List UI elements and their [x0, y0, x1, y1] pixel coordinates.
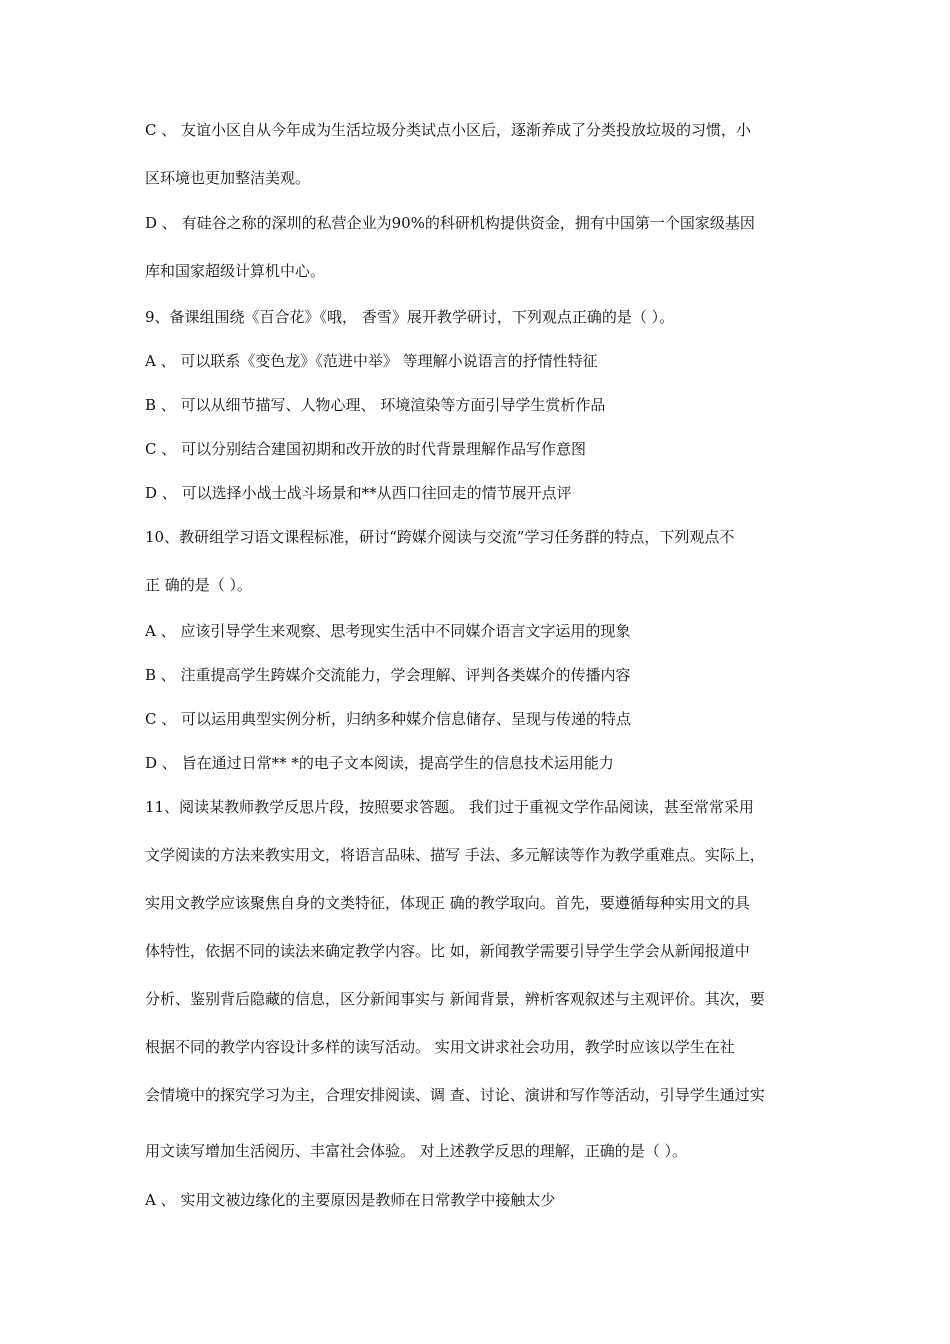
option-c-line-2: 区环境也更加整洁美观。: [145, 169, 311, 187]
option-c-line-1: C 、 友谊小区自从今年成为生活垃圾分类试点小区后，逐渐养成了分类投放垃圾的习惯，小: [145, 121, 752, 139]
question-10-line-2: 正 确的是（ ）。: [145, 576, 253, 594]
question-9: 9、备课组围绕《百合花》《哦， 香雪》展开教学研讨，下列观点正确的是（ ）。: [145, 308, 675, 326]
question-11-line-8: 用文读写增加生活阅历、丰富社会体验。 对上述教学反思的理解，正确的是（ ）。: [145, 1142, 688, 1160]
question-10-line-1: 10、教研组学习语文课程标准，研讨“跨媒介阅读与交流”学习任务群的特点，下列观点不: [145, 528, 735, 546]
question-10-option-a: A 、 应该引导学生来观察、思考现实生活中不同媒介语言文字运用的现象: [145, 622, 631, 640]
question-11-option-a: A 、 实用文被边缘化的主要原因是教师在日常教学中接触太少: [145, 1191, 556, 1209]
question-11-line-5: 分析、鉴别背后隐藏的信息，区分新闻事实与 新闻背景，辨析客观叙述与主观评价。其次，要: [145, 990, 765, 1008]
question-10-option-b: B 、 注重提高学生跨媒介交流能力，学会理解、评判各类媒介的传播内容: [145, 666, 631, 684]
question-9-option-c: C 、 可以分别结合建国初期和改开放的时代背景理解作品写作意图: [145, 440, 587, 458]
question-9-option-b: B 、 可以从细节描写、人物心理、 环境渲染等方面引导学生赏析作品: [145, 396, 606, 414]
option-d-line-1: D 、 有硅谷之称的深圳的私营企业为90%的科研机构提供资金，拥有中国第一个国家级基因: [145, 214, 755, 232]
question-11-line-2: 文学阅读的方法来教实用文，将语言品味、描写 手法、多元解读等作为教学重难点。实际上，: [145, 846, 765, 864]
option-d-line-2: 库和国家超级计算机中心。: [145, 262, 326, 280]
question-11-line-6: 根据不同的教学内容设计多样的读写活动。 实用文讲求社会功用，教学时应该以学生在社: [145, 1038, 735, 1056]
question-11-line-4: 体特性，依据不同的读法来确定教学内容。比 如，新闻教学需要引导学生学会从新闻报道中: [145, 942, 750, 960]
question-9-option-a: A 、 可以联系《变色龙》《范进中举》 等理解小说语言的抒情性特征: [145, 352, 598, 370]
question-11-line-7: 会情境中的探究学习为主，合理安排阅读、调 查、讨论、演讲和写作等活动，引导学生通过实: [145, 1086, 765, 1104]
question-10-option-c: C 、 可以运用典型实例分析，归纳多种媒介信息储存、呈现与传递的特点: [145, 710, 632, 728]
question-11-line-3: 实用文教学应该聚焦自身的文类特征，体现正 确的教学取向。首先，要遵循每种实用文的具: [145, 894, 750, 912]
question-9-option-d: D 、 可以选择小战士战斗场景和**从西口往回走的情节展开点评: [145, 484, 572, 502]
question-10-option-d: D 、 旨在通过日常** *的电子文本阅读，提高学生的信息技术运用能力: [145, 754, 614, 772]
question-11-line-1: 11、阅读某教师教学反思片段，按照要求答题。 我们过于重视文学作品阅读，甚至常常采用: [145, 798, 754, 816]
